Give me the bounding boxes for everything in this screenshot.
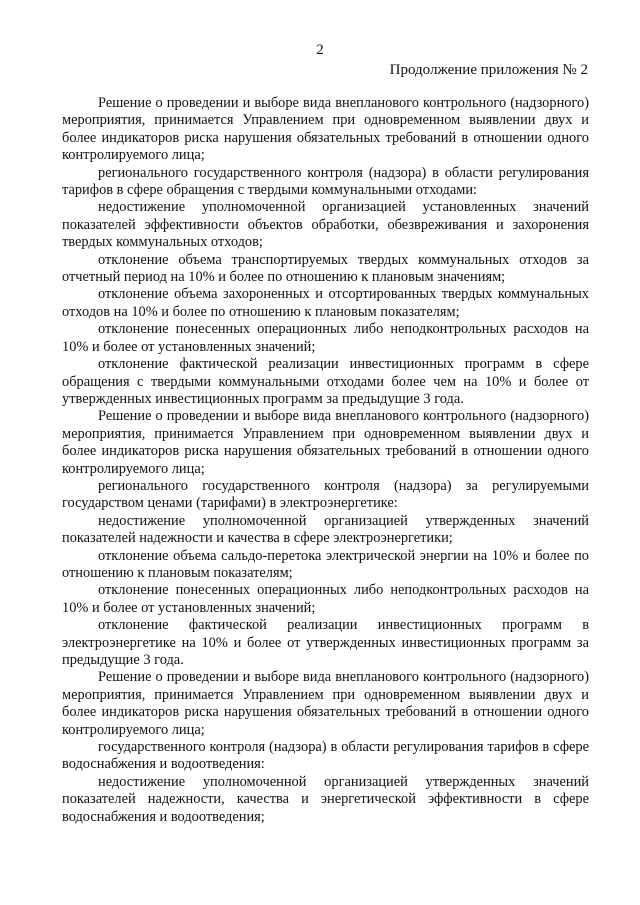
paragraph: недостижение уполномоченной организацией установленных значений показателей эффективности объектов обработки, обезвреживания и захоронения твердых коммунальных отходов; <box>62 199 589 251</box>
paragraph: государственного контроля (надзора) в области регулирования тарифов в сфере водоснабжения и водоотведения: <box>62 739 589 773</box>
paragraph: отклонение понесенных операционных либо неподконтрольных расходов на 10% и более от установленных значений; <box>62 321 589 355</box>
paragraph: недостижение уполномоченной организацией утвержденных значений показателей надежности, качества и энергетической эффективности в сфере водоснабжения и водоотведения; <box>62 773 589 825</box>
paragraph: отклонение фактической реализации инвестиционных программ в электроэнергетике на 10% и более от утвержденных инвестиционных программ за предыдущие 3 года. <box>62 617 589 668</box>
document-body <box>62 95 589 826</box>
paragraph: Решение о проведении и выборе вида внепланового контрольного (надзорного) мероприятия, принимается Управлением при одновременном выявлении двух и более индикаторов риска нарушения обязательных требований в отношении одного контролируемого лица; <box>62 95 589 164</box>
paragraph: отклонение объема сальдо-перетока электрической энергии на 10% и более по отношению к плановым показателям; <box>62 547 589 581</box>
paragraph: недостижение уполномоченной организацией утвержденных значений показателей надежности и качества в сфере электроэнергетики; <box>62 512 589 547</box>
paragraph: Решение о проведении и выборе вида внепланового контрольного (надзорного) мероприятия, принимается Управлением при одновременном выявлении двух и более индикаторов риска нарушения обязательных требований в отношении одного контролируемого лица; <box>62 669 589 738</box>
paragraph: регионального государственного контроля (надзора) в области регулирования тарифов в сфере обращения с твердыми коммунальными отходами: <box>62 164 589 199</box>
appendix-continuation-label: Продолжение приложения № 2 <box>389 62 588 78</box>
paragraph: регионального государственного контроля (надзора) за регулируемыми государством ценами (тарифами) в электроэнергетике: <box>62 477 589 512</box>
paragraph: отклонение понесенных операционных либо неподконтрольных расходов на 10% и более от установленных значений; <box>62 582 589 616</box>
paragraph: отклонение объема захороненных и отсортированных твердых коммунальных отходов на 10% и более по отношению к плановым показателям; <box>62 286 589 320</box>
paragraph: Решение о проведении и выборе вида внепланового контрольного (надзорного) мероприятия, принимается Управлением при одновременном выявлении двух и более индикаторов риска нарушения обязательных требований в отношении одного контролируемого лица; <box>62 408 589 477</box>
paragraph: отклонение фактической реализации инвестиционных программ в сфере обращения с твердыми коммунальными отходами более чем на 10% и более от утвержденных инвестиционных программ за предыдущие 3 года. <box>62 356 589 407</box>
page-number: 2 <box>316 42 324 58</box>
paragraph: отклонение объема транспортируемых твердых коммунальных отходов за отчетный период на 10% и более по отношению к плановым значениям; <box>62 251 589 286</box>
